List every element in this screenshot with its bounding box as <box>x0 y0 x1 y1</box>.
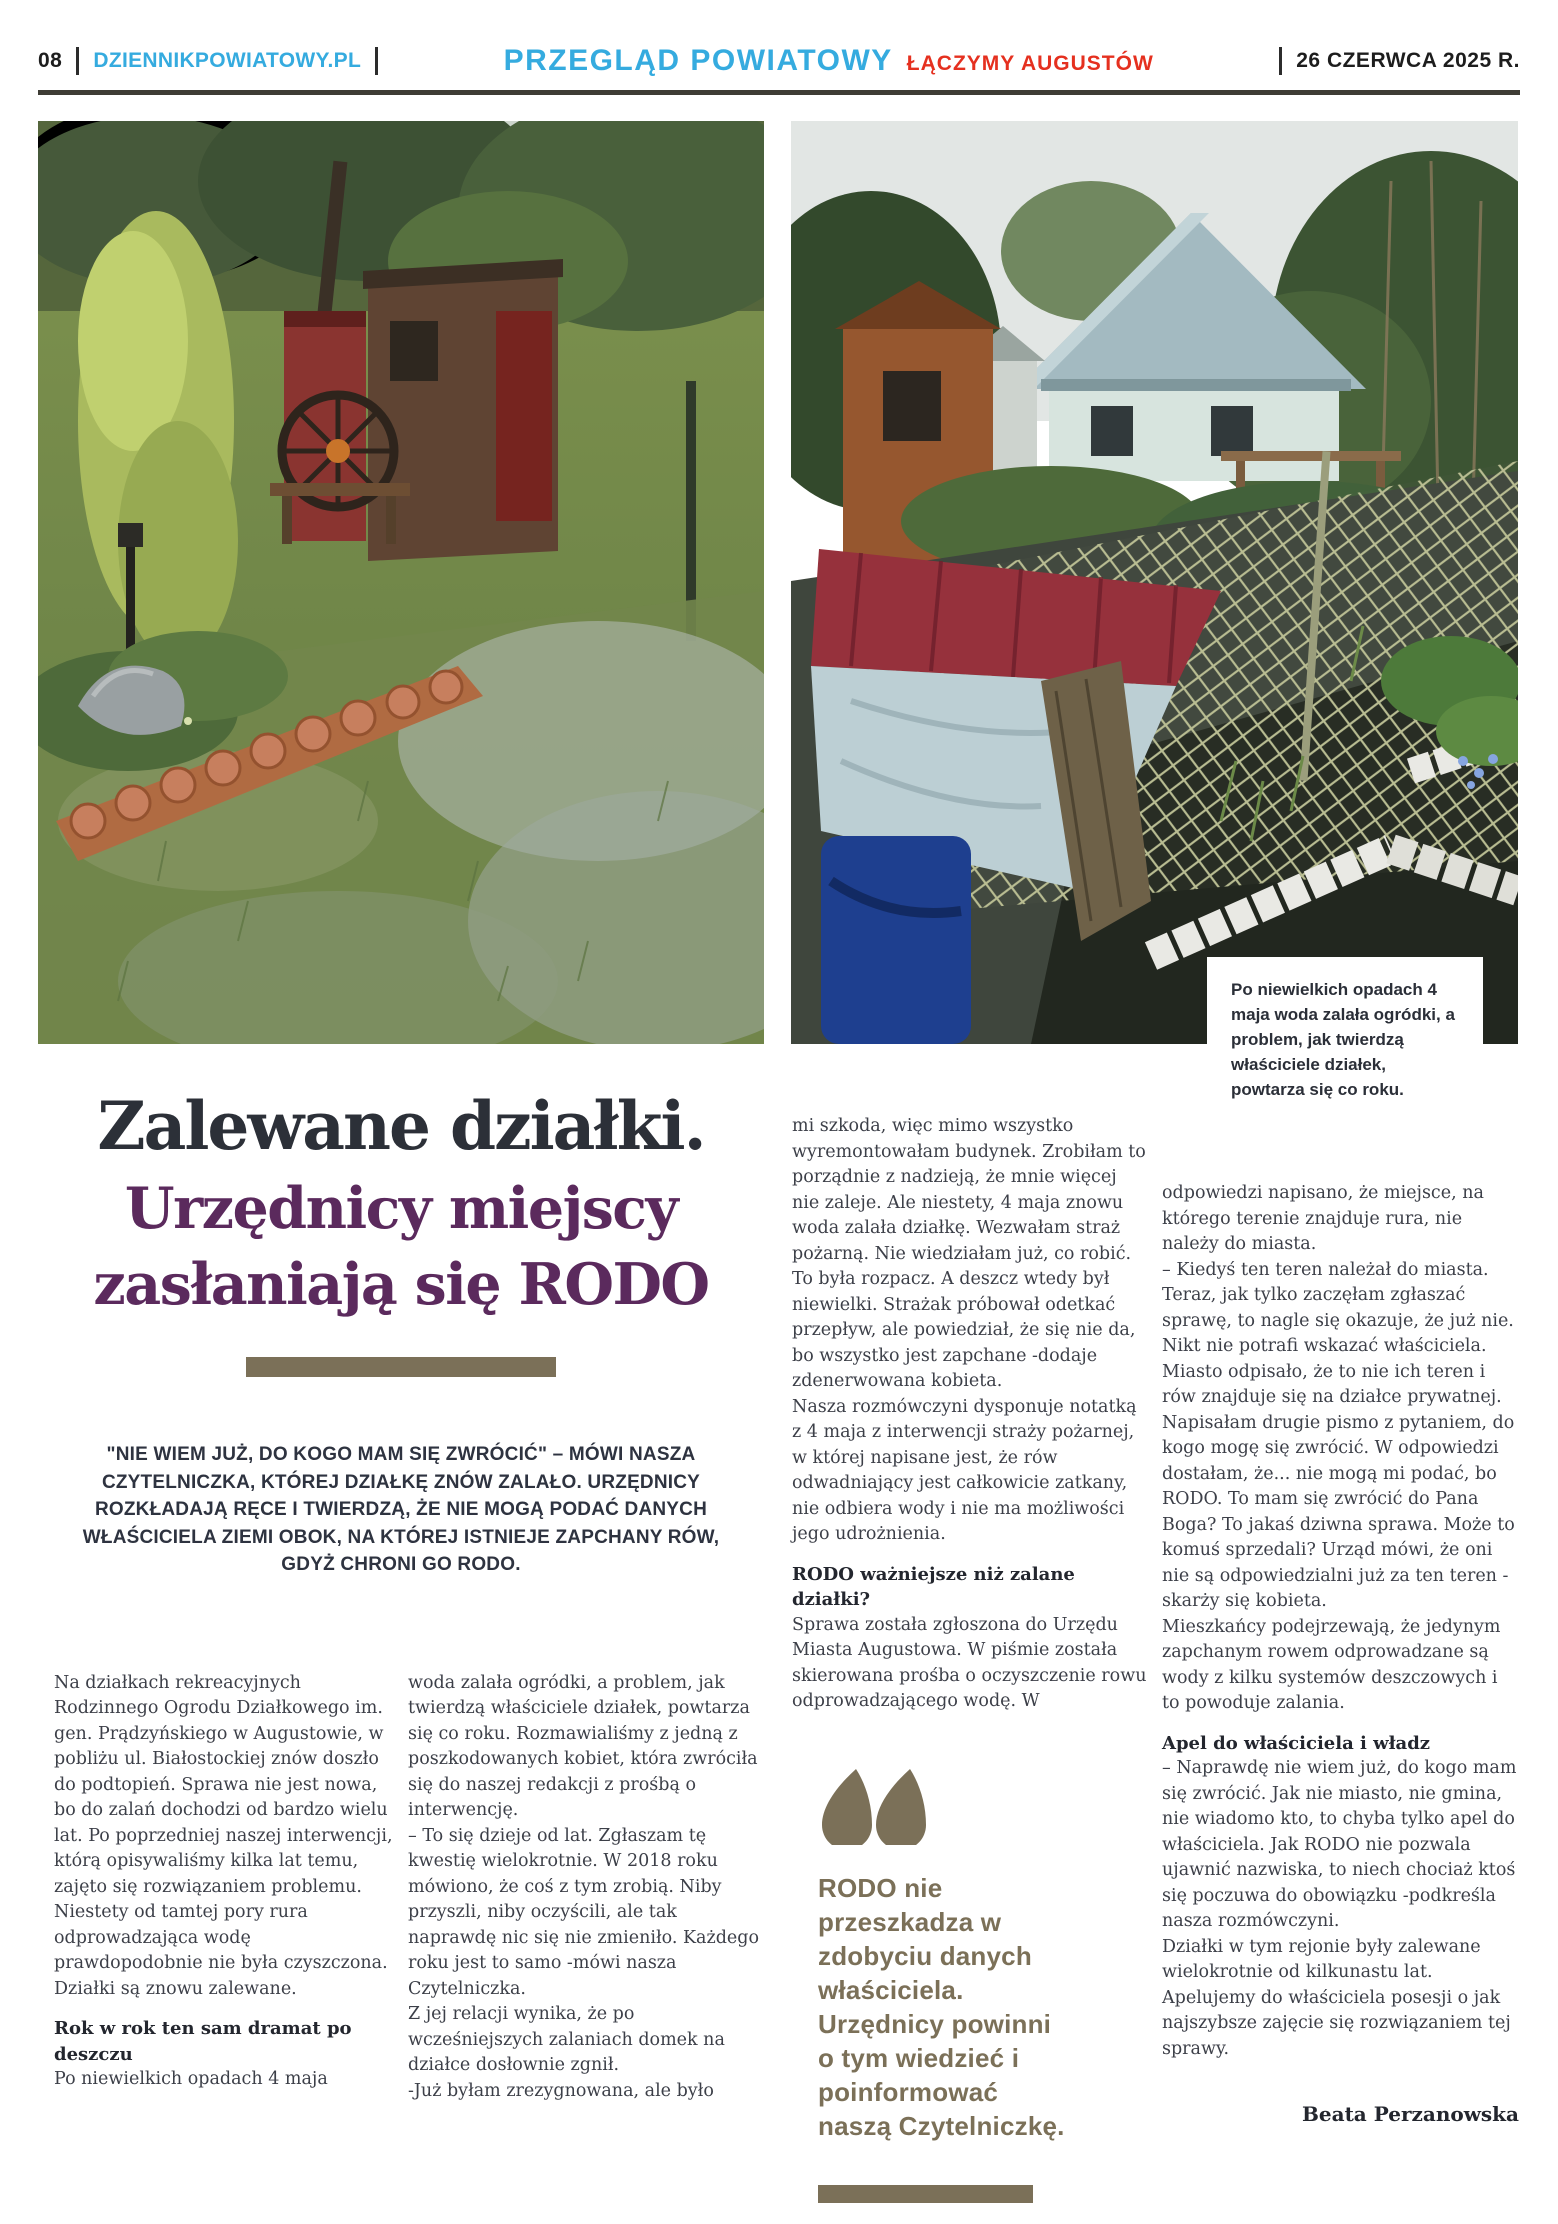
headline-sub-line1: Urzędnicy miejscy <box>124 1174 678 1242</box>
header-divider-bar <box>76 47 79 75</box>
paragraph: Mieszkańcy podejrzewają, że jedynym zapchanym rowem odprowadzane są wody z kilku systemów deszczowych i to powoduje zalania. <box>1162 1616 1501 1713</box>
photo-caption: Po niewielkich opadach 4 maja woda zalała ogródki, a problem, jak twierdzą właściciele działek, powtarza się co roku. <box>1207 957 1483 1118</box>
text-column-3 <box>792 1044 1149 2203</box>
paragraph: Z jej relacji wynika, że po wcześniejszych zalaniach domek na działce dosłownie zgnił. <box>408 2004 725 2076</box>
masthead-slogan: ŁĄCZYMY AUGUSTÓW <box>906 52 1154 75</box>
columns-1-2 <box>38 1671 764 2105</box>
headline-and-columns <box>38 1044 764 2104</box>
author-byline: Beata Perzanowska <box>1301 2102 1519 2126</box>
photo-right-illustration <box>791 121 1518 1044</box>
paragraph: mi szkoda, więc mimo wszystko wyremontowałam budynek. Zrobiłam to porządnie z nadzieją, że mnie więcej nie zaleje. Ale niestety, 4 maja znowu woda zalała działkę. Wezwałam straż pożarną. Nie wiedziałam już, co robić. To była rozpacz. A deszcz wtedy był niewielki. Strażak próbował odetkać przepływ, ale powiedział, że się nie da, bo wszystko jest zapchane -dodaje zdenerwowana kobieta. <box>792 1116 1146 1391</box>
section-subhead: RODO ważniejsze niż zalane działki? <box>792 1563 1075 1610</box>
issue-date: 26 CZERWCA 2025 R. <box>1296 49 1520 72</box>
paragraph: -Już byłam zrezygnowana, ale było <box>408 2080 714 2101</box>
quotation-marks-icon <box>818 1767 930 1845</box>
text-column-1 <box>38 1671 394 2105</box>
photo-row <box>0 95 1558 1099</box>
photo-left-flooded-garden <box>38 121 764 1044</box>
photo-right-flooded-garden <box>791 121 1518 1099</box>
paragraph: woda zalała ogródki, a problem, jak twierdzą właściciele działek, powtarza się co roku. Rozmawialiśmy z jedną z poszkodowanych kobiet, która zwróciła się do naszej redakcji z prośbą o interwencję. <box>408 1672 758 1821</box>
paragraph: – Naprawdę nie wiem już, do kogo mam się zwrócić. Jak nie miasto, nie gmina, nie wiadomo kto, to chyba tylko apel do właściciela. Jak RODO nie pozwala ujawnić nazwiska, to niech chociaż ktoś się poczuwa do obowiązku -podkreśla nasza rozmówczyni. <box>1162 1758 1517 1931</box>
header-divider-bar <box>1279 47 1282 75</box>
page-number: 08 <box>38 49 63 72</box>
pull-quote <box>792 1767 1149 2203</box>
masthead-title: PRZEGLĄD POWIATOWY <box>503 44 893 77</box>
paragraph: Sprawa została zgłoszona do Urzędu Miasta Augustowa. W piśmie została skierowana prośba o oczyszczenie rowu odprowadzającego wodę. W <box>792 1614 1147 1711</box>
section-subhead: Apel do właściciela i władz <box>1162 1732 1430 1754</box>
section-subhead: Rok w rok ten sam dramat po deszczu <box>54 2018 352 2065</box>
paragraph: – Kiedyś ten teren należał do miasta. Teraz, jak tylko zaczęłam zgłaszać sprawę, to nagle się okazuje, że już nie. Nikt nie potrafi wskazać właściciela. Miasto odpisało, że to nie ich teren i rów znajduje się na działce prywatnej. Napisałam drugie pismo z pytaniem, do kogo mogę się zwrócić. W odpowiedzi dostałam, że... nie mogą mi podać, bo RODO. To mam się zwrócić do Pana Boga? To jakaś dziwna sprawa. Może to komuś sprzedali? Urząd mówi, że oni nie są odpowiedzialni już za ten teren -skarży się kobieta. <box>1162 1259 1515 1611</box>
photo-left-illustration <box>38 121 764 1044</box>
masthead <box>378 44 1279 78</box>
header-right <box>1279 47 1520 75</box>
page-header <box>0 0 1558 78</box>
pull-quote-text: RODO nie przeszkadza w zdobyciu danych właściciela. Urzędnicy powinni o tym wiedzieć i poinformować naszą Czytelniczkę. <box>818 1872 1065 2141</box>
quote-divider-bar <box>818 2185 1033 2203</box>
paragraph: Po niewielkich opadach 4 maja <box>54 2069 328 2090</box>
lead-paragraph: "NIE WIEM JUŻ, DO KOGO MAM SIĘ ZWRÓCIĆ" – MÓWI NASZA CZYTELNICZKA, KTÓREJ DZIAŁKĘ ZNÓW ZALAŁO. URZĘDNICY ROZKŁADAJĄ RĘCE I TWIERDZĄ, ŻE NIE MOGĄ PODAĆ DANYCH WŁAŚCICIELA ZIEMI OBOK, NA KTÓREJ ISTNIEJE ZAPCHANY RÓW, GDYŻ CHRONI GO RODO. <box>82 1444 720 1576</box>
header-left <box>38 47 378 75</box>
paragraph: Działki w tym rejonie były zalewane wielokrotnie od kilkunastu lat. Apelujemy do właściciela posesji o jak najszybsze zajęcie się rozwiązaniem tej sprawy. <box>1162 1936 1511 2059</box>
headline-divider-bar <box>246 1357 556 1377</box>
paragraph: – To się dzieje od lat. Zgłaszam tę kwestię wielokrotnie. W 2018 roku mówiono, że coś z tym zrobią. Niby przyszli, niby oczyścili, ale tak naprawdę nic się nie zmieniło. Każdego roku jest to samo -mówi nasza Czytelniczka. <box>408 1825 760 1999</box>
article-body <box>0 1044 1558 2203</box>
paragraph: odpowiedzi napisano, że miejsce, na którego terenie znajduje rura, nie należy do miasta. <box>1162 1183 1484 1254</box>
headline-sub <box>38 1171 764 1324</box>
text-column-2 <box>408 1671 764 2105</box>
headline-main: Zalewane działki. <box>97 1087 705 1165</box>
headline-sub-line2: zasłaniają się RODO <box>93 1251 709 1318</box>
text-column-4 <box>1162 1044 1519 2126</box>
paragraph: Na działkach rekreacyjnych Rodzinnego Ogrodu Działkowego im. gen. Prądzyńskiego w Augustowie, w pobliżu ul. Białostockiej znów doszło do podtopień. Sprawa nie jest nowa, bo do zalań dochodzi od bardzo wielu lat. Po poprzedniej naszej interwencji, którą opisywaliśmy kilka lat temu, zajęto się rozwiązaniem problemu. Niestety od tamtej pory rura odprowadzająca wodę prawdopodobnie nie była czyszczona. Działki są znowu zalewane. <box>54 1672 393 1999</box>
site-name: DZIENNIKPOWIATOWY.PL <box>93 49 362 72</box>
paragraph: Nasza rozmówczyni dysponuje notatką z 4 maja z interwencji straży pożarnej, w której napisane jest, że rów odwadniający jest całkowicie zatkany, nie odbiera wody i nie ma możliwości jego udrożnienia. <box>792 1396 1137 1544</box>
